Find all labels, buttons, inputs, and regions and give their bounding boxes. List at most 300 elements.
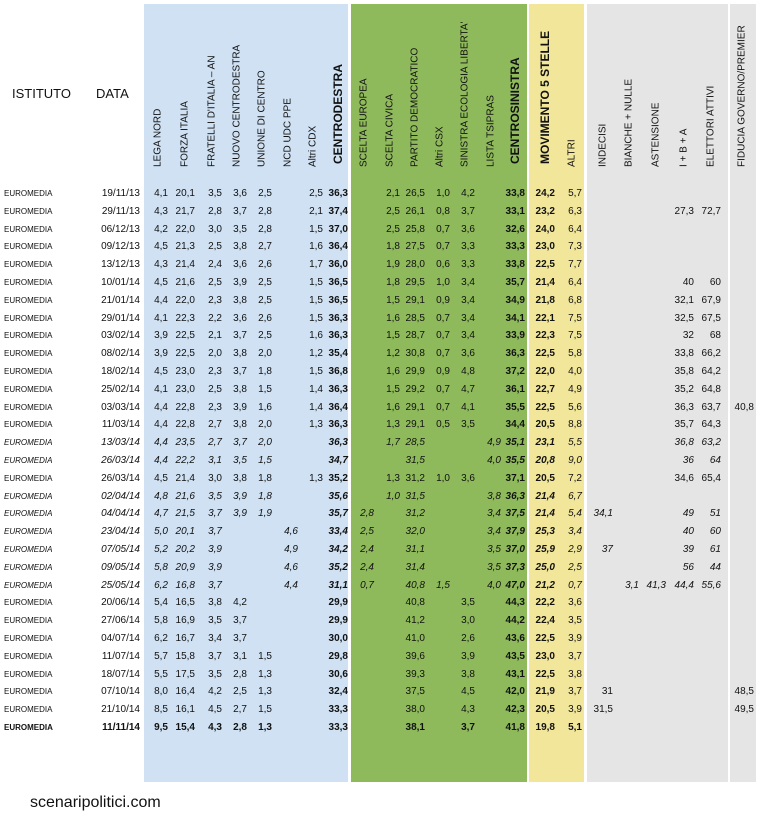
value-cell: 37,1 bbox=[505, 472, 525, 484]
value-cell: 35,6 bbox=[328, 490, 348, 502]
value-cell: 3,4 bbox=[461, 330, 475, 342]
value-cell: 34,9 bbox=[505, 294, 525, 306]
value-cell: 22,2 bbox=[535, 597, 555, 609]
value-cell: 21,6 bbox=[175, 277, 195, 288]
value-cell: 2,5 bbox=[568, 561, 582, 573]
value-cell: 2,5 bbox=[386, 223, 400, 235]
value-cell: 21,9 bbox=[535, 686, 555, 698]
value-cell: 31,5 bbox=[405, 455, 425, 466]
value-cell: 36,8 bbox=[674, 437, 694, 449]
value-cell: 4,6 bbox=[284, 526, 298, 538]
value-cell: 35,5 bbox=[505, 401, 525, 413]
value-cell: 30,6 bbox=[328, 668, 348, 680]
istituto-cell: EUROMEDIA bbox=[4, 616, 53, 626]
value-cell: 5,8 bbox=[154, 615, 168, 627]
column-header bbox=[174, 8, 196, 178]
value-cell: 35,4 bbox=[328, 348, 348, 360]
istituto-cell: EUROMEDIA bbox=[4, 705, 53, 715]
value-cell: 3,7 bbox=[233, 615, 247, 627]
value-cell: 1,6 bbox=[309, 241, 323, 253]
value-cell: 3,5 bbox=[568, 615, 582, 627]
value-cell: 2,8 bbox=[208, 205, 222, 217]
value-cell: 3,7 bbox=[233, 205, 247, 217]
value-cell: 33,8 bbox=[674, 348, 694, 360]
value-cell: 2,4 bbox=[360, 561, 374, 573]
value-cell: 2,0 bbox=[258, 437, 272, 449]
value-cell: 2,5 bbox=[258, 330, 272, 342]
value-cell: 3,1 bbox=[233, 650, 247, 662]
value-cell: 2,8 bbox=[360, 508, 374, 520]
value-cell: 28,0 bbox=[405, 259, 425, 271]
value-cell: 0,7 bbox=[436, 401, 450, 413]
value-cell: 29,9 bbox=[328, 597, 348, 609]
value-cell: 35,5 bbox=[505, 455, 525, 466]
value-cell: 3,4 bbox=[461, 294, 475, 306]
date-cell: 09/05/14 bbox=[101, 561, 140, 573]
istituto-cell: EUROMEDIA bbox=[4, 651, 53, 661]
column-header-label: ALTRI bbox=[566, 139, 578, 167]
value-cell: 4,9 bbox=[487, 437, 501, 449]
value-cell: 3,1 bbox=[625, 579, 639, 591]
value-cell: 33,9 bbox=[505, 330, 525, 342]
value-cell: 31 bbox=[601, 686, 613, 698]
value-cell: 29,8 bbox=[328, 650, 348, 662]
value-cell: 22,5 bbox=[535, 259, 555, 271]
column-header-label: PARTITO DEMOCRATICO bbox=[409, 47, 421, 167]
column-header-label: FIDUCIA GOVERNO/PREMIER bbox=[736, 25, 748, 167]
value-cell: 1,6 bbox=[386, 401, 400, 413]
value-cell: 3,7 bbox=[208, 650, 222, 662]
column-header-label: CENTROSINISTRA bbox=[508, 57, 522, 164]
value-cell: 4,3 bbox=[154, 259, 168, 271]
column-header bbox=[731, 8, 753, 178]
value-cell: 30,0 bbox=[328, 633, 348, 644]
column-header bbox=[645, 8, 667, 178]
value-cell: 0,7 bbox=[436, 312, 450, 324]
value-cell: 20,8 bbox=[535, 455, 555, 466]
value-cell: 51 bbox=[709, 508, 721, 520]
value-cell: 2,3 bbox=[208, 401, 222, 413]
date-cell: 09/12/13 bbox=[101, 241, 140, 253]
value-cell: 1,5 bbox=[309, 277, 323, 288]
value-cell: 37,4 bbox=[328, 205, 348, 217]
value-cell: 1,5 bbox=[258, 383, 272, 395]
istituto-cell: EUROMEDIA bbox=[4, 634, 53, 643]
value-cell: 2,7 bbox=[208, 437, 222, 449]
istituto-cell: EUROMEDIA bbox=[4, 278, 53, 287]
column-header-label: UNIONE DI CENTRO bbox=[256, 70, 268, 167]
value-cell: 0,6 bbox=[436, 259, 450, 271]
value-cell: 16,1 bbox=[175, 704, 195, 716]
value-cell: 32,0 bbox=[405, 526, 425, 538]
value-cell: 3,6 bbox=[568, 597, 582, 609]
date-cell: 29/11/13 bbox=[101, 205, 140, 217]
value-cell: 3,5 bbox=[233, 223, 247, 235]
value-cell: 5,4 bbox=[154, 597, 168, 609]
istituto-header: ISTITUTO bbox=[12, 86, 71, 101]
date-cell: 19/11/13 bbox=[101, 188, 140, 199]
istituto-cell: EUROMEDIA bbox=[4, 473, 53, 483]
value-cell: 4,2 bbox=[233, 597, 247, 609]
value-cell: 64,3 bbox=[701, 419, 721, 431]
value-cell: 3,1 bbox=[208, 455, 222, 466]
value-cell: 23,0 bbox=[175, 366, 195, 377]
value-cell: 1,5 bbox=[309, 366, 323, 377]
value-cell: 3,4 bbox=[461, 277, 475, 288]
value-cell: 3,7 bbox=[568, 686, 582, 698]
value-cell: 4,3 bbox=[461, 704, 475, 716]
value-cell: 5,7 bbox=[154, 650, 168, 662]
value-cell: 31,5 bbox=[405, 490, 425, 502]
value-cell: 36,5 bbox=[328, 294, 348, 306]
istituto-cell: EUROMEDIA bbox=[4, 687, 53, 697]
value-cell: 37,0 bbox=[505, 544, 525, 555]
value-cell: 4,5 bbox=[154, 472, 168, 484]
date-cell: 06/12/13 bbox=[101, 223, 140, 235]
value-cell: 6,8 bbox=[568, 294, 582, 306]
value-cell: 1,7 bbox=[386, 437, 400, 449]
value-cell: 29,1 bbox=[405, 401, 425, 413]
value-cell: 22,1 bbox=[535, 312, 555, 324]
value-cell: 66,2 bbox=[701, 348, 721, 360]
column-header bbox=[454, 8, 476, 178]
value-cell: 4,1 bbox=[154, 312, 168, 324]
date-cell: 11/11/14 bbox=[102, 722, 140, 733]
value-cell: 33,8 bbox=[505, 188, 525, 199]
value-cell: 27,3 bbox=[674, 205, 694, 217]
value-cell: 1,0 bbox=[436, 277, 450, 288]
value-cell: 36,3 bbox=[328, 312, 348, 324]
value-cell: 35,2 bbox=[328, 472, 348, 484]
value-cell: 3,6 bbox=[233, 188, 247, 199]
column-header bbox=[618, 8, 640, 178]
date-cell: 20/06/14 bbox=[101, 597, 140, 609]
column-header bbox=[534, 8, 556, 178]
istituto-cell: EUROMEDIA bbox=[4, 527, 53, 537]
value-cell: 8,0 bbox=[154, 686, 168, 698]
value-cell: 37,0 bbox=[328, 223, 348, 235]
date-cell: 18/07/14 bbox=[101, 668, 140, 680]
column-header bbox=[480, 8, 502, 178]
value-cell: 5,5 bbox=[154, 668, 168, 680]
value-cell: 3,5 bbox=[233, 455, 247, 466]
value-cell: 3,5 bbox=[461, 597, 475, 609]
column-header-label: BIANCHE + NULLE bbox=[623, 78, 635, 167]
value-cell: 2,6 bbox=[461, 633, 475, 644]
value-cell: 36,4 bbox=[328, 241, 348, 253]
value-cell: 8,5 bbox=[154, 704, 168, 716]
date-cell: 26/03/14 bbox=[101, 472, 140, 484]
value-cell: 35,2 bbox=[328, 561, 348, 573]
value-cell: 3,7 bbox=[233, 330, 247, 342]
value-cell: 21,4 bbox=[535, 277, 555, 288]
value-cell: 35,8 bbox=[674, 366, 694, 377]
value-cell: 3,4 bbox=[461, 312, 475, 324]
value-cell: 3,9 bbox=[208, 544, 222, 555]
date-cell: 11/07/14 bbox=[101, 650, 140, 662]
value-cell: 3,6 bbox=[461, 223, 475, 235]
value-cell: 3,0 bbox=[208, 472, 222, 484]
value-cell: 6,3 bbox=[568, 205, 582, 217]
value-cell: 41,2 bbox=[405, 615, 425, 627]
value-cell: 31,4 bbox=[405, 561, 425, 573]
value-cell: 35,7 bbox=[505, 277, 525, 288]
value-cell: 32,5 bbox=[674, 312, 694, 324]
value-cell: 47,0 bbox=[505, 579, 525, 591]
value-cell: 40,8 bbox=[405, 579, 425, 591]
column-header-label: ASTENSIONE bbox=[650, 102, 662, 167]
date-cell: 04/07/14 bbox=[101, 633, 140, 644]
value-cell: 3,4 bbox=[487, 508, 501, 520]
istituto-cell: EUROMEDIA bbox=[4, 313, 53, 323]
value-cell: 41,3 bbox=[646, 579, 666, 591]
value-cell: 3,7 bbox=[208, 579, 222, 591]
value-cell: 1,3 bbox=[258, 668, 272, 680]
value-cell: 2,5 bbox=[233, 686, 247, 698]
column-header-label: NCD UDC PPE bbox=[282, 98, 294, 167]
value-cell: 2,5 bbox=[258, 188, 272, 199]
value-cell: 1,5 bbox=[386, 330, 400, 342]
value-cell: 2,6 bbox=[258, 312, 272, 324]
value-cell: 1,4 bbox=[309, 383, 323, 395]
value-cell: 1,5 bbox=[309, 312, 323, 324]
value-cell: 1,5 bbox=[258, 455, 272, 466]
value-cell: 2,7 bbox=[208, 419, 222, 431]
value-cell: 31,2 bbox=[405, 472, 425, 484]
value-cell: 4,1 bbox=[461, 401, 475, 413]
value-cell: 64,8 bbox=[701, 383, 721, 395]
value-cell: 3,5 bbox=[208, 668, 222, 680]
value-cell: 20,5 bbox=[535, 704, 555, 716]
column-header bbox=[302, 8, 324, 178]
value-cell: 3,5 bbox=[487, 544, 501, 555]
value-cell: 1,0 bbox=[436, 472, 450, 484]
value-cell: 49 bbox=[682, 508, 694, 520]
value-cell: 36,3 bbox=[328, 437, 348, 449]
data-header: DATA bbox=[96, 86, 129, 101]
value-cell: 2,4 bbox=[208, 259, 222, 271]
value-cell: 20,5 bbox=[535, 419, 555, 431]
value-cell: 4,4 bbox=[154, 419, 168, 431]
value-cell: 34,2 bbox=[328, 544, 348, 555]
column-header bbox=[201, 8, 223, 178]
value-cell: 29,9 bbox=[405, 366, 425, 377]
value-cell: 22,5 bbox=[535, 633, 555, 644]
value-cell: 34,4 bbox=[505, 419, 525, 431]
value-cell: 25,9 bbox=[535, 544, 555, 555]
value-cell: 35,2 bbox=[674, 383, 694, 395]
value-cell: 61 bbox=[709, 544, 721, 555]
value-cell: 0,7 bbox=[360, 579, 374, 591]
value-cell: 23,0 bbox=[535, 241, 555, 253]
value-cell: 21,8 bbox=[535, 294, 555, 306]
value-cell: 3,7 bbox=[461, 205, 475, 217]
value-cell: 3,7 bbox=[233, 437, 247, 449]
value-cell: 3,9 bbox=[208, 561, 222, 573]
value-cell: 34,6 bbox=[674, 472, 694, 484]
istituto-cell: EUROMEDIA bbox=[4, 509, 53, 519]
value-cell: 2,9 bbox=[568, 544, 582, 555]
value-cell: 1,8 bbox=[258, 472, 272, 484]
istituto-cell: EUROMEDIA bbox=[4, 598, 53, 608]
value-cell: 22,7 bbox=[535, 383, 555, 395]
value-cell: 22,3 bbox=[175, 312, 195, 324]
value-cell: 2,5 bbox=[360, 526, 374, 538]
value-cell: 4,4 bbox=[284, 579, 298, 591]
value-cell: 3,8 bbox=[233, 241, 247, 253]
value-cell: 0,7 bbox=[436, 223, 450, 235]
column-header-label: Altri CDX bbox=[307, 125, 319, 167]
value-cell: 4,7 bbox=[154, 508, 168, 520]
date-cell: 13/03/14 bbox=[101, 437, 140, 449]
date-cell: 10/01/14 bbox=[101, 277, 140, 288]
value-cell: 29,9 bbox=[328, 615, 348, 627]
value-cell: 1,9 bbox=[258, 508, 272, 520]
column-header bbox=[404, 8, 426, 178]
value-cell: 4,7 bbox=[461, 383, 475, 395]
value-cell: 25,8 bbox=[405, 223, 425, 235]
value-cell: 21,4 bbox=[535, 508, 555, 520]
value-cell: 3,9 bbox=[233, 401, 247, 413]
column-header-label: CENTRODESTRA bbox=[331, 63, 345, 164]
istituto-cell: EUROMEDIA bbox=[4, 580, 53, 590]
value-cell: 4,1 bbox=[154, 383, 168, 395]
value-cell: 1,6 bbox=[386, 312, 400, 324]
value-cell: 38,0 bbox=[405, 704, 425, 716]
value-cell: 0,8 bbox=[436, 205, 450, 217]
value-cell: 4,9 bbox=[568, 383, 582, 395]
value-cell: 1,0 bbox=[386, 490, 400, 502]
value-cell: 41,0 bbox=[405, 633, 425, 644]
value-cell: 4,5 bbox=[154, 241, 168, 253]
date-cell: 07/05/14 bbox=[101, 544, 140, 555]
value-cell: 37,3 bbox=[505, 561, 525, 573]
value-cell: 36,3 bbox=[328, 330, 348, 342]
istituto-cell: EUROMEDIA bbox=[4, 242, 53, 252]
value-cell: 1,5 bbox=[258, 704, 272, 716]
date-cell: 04/04/14 bbox=[101, 508, 140, 520]
value-cell: 3,7 bbox=[568, 650, 582, 662]
value-cell: 33,1 bbox=[505, 205, 525, 217]
value-cell: 1,5 bbox=[386, 383, 400, 395]
value-cell: 22,2 bbox=[175, 455, 195, 466]
value-cell: 3,6 bbox=[461, 348, 475, 360]
value-cell: 4,2 bbox=[154, 223, 168, 235]
value-cell: 5,1 bbox=[568, 722, 582, 733]
value-cell: 1,5 bbox=[258, 650, 272, 662]
value-cell: 3,4 bbox=[487, 526, 501, 538]
value-cell: 0,5 bbox=[436, 419, 450, 431]
value-cell: 34,1 bbox=[593, 508, 613, 520]
value-cell: 1,6 bbox=[309, 330, 323, 342]
column-header bbox=[504, 8, 526, 178]
value-cell: 6,2 bbox=[154, 579, 168, 591]
value-cell: 1,9 bbox=[386, 259, 400, 271]
value-cell: 3,0 bbox=[208, 223, 222, 235]
value-cell: 29,2 bbox=[405, 383, 425, 395]
value-cell: 2,1 bbox=[386, 188, 400, 199]
value-cell: 3,4 bbox=[568, 526, 582, 538]
istituto-cell: EUROMEDIA bbox=[4, 224, 53, 234]
value-cell: 16,4 bbox=[175, 686, 195, 698]
value-cell: 5,2 bbox=[154, 544, 168, 555]
value-cell: 2,5 bbox=[208, 277, 222, 288]
value-cell: 0,9 bbox=[436, 294, 450, 306]
value-cell: 21,7 bbox=[175, 205, 195, 217]
value-cell: 68 bbox=[709, 330, 721, 342]
value-cell: 28,5 bbox=[405, 312, 425, 324]
value-cell: 1,3 bbox=[258, 722, 272, 733]
value-cell: 2,5 bbox=[258, 294, 272, 306]
value-cell: 32 bbox=[682, 330, 694, 342]
value-cell: 4,2 bbox=[461, 188, 475, 199]
value-cell: 3,9 bbox=[568, 633, 582, 644]
value-cell: 2,8 bbox=[233, 668, 247, 680]
value-cell: 22,5 bbox=[535, 348, 555, 360]
value-cell: 64,2 bbox=[701, 366, 721, 377]
value-cell: 1,8 bbox=[258, 490, 272, 502]
date-cell: 29/01/14 bbox=[101, 312, 140, 324]
istituto-cell: EUROMEDIA bbox=[4, 723, 53, 732]
value-cell: 2,2 bbox=[208, 312, 222, 324]
value-cell: 3,5 bbox=[487, 561, 501, 573]
value-cell: 4,4 bbox=[154, 294, 168, 306]
value-cell: 36,0 bbox=[328, 259, 348, 271]
value-cell: 3,9 bbox=[154, 348, 168, 360]
column-header bbox=[561, 8, 583, 178]
value-cell: 3,9 bbox=[461, 650, 475, 662]
value-cell: 36,3 bbox=[328, 419, 348, 431]
value-cell: 40,8 bbox=[405, 597, 425, 609]
value-cell: 3,9 bbox=[233, 277, 247, 288]
value-cell: 5,6 bbox=[568, 401, 582, 413]
value-cell: 22,4 bbox=[535, 615, 555, 627]
value-cell: 35,7 bbox=[674, 419, 694, 431]
value-cell: 63,7 bbox=[701, 401, 721, 413]
column-header-label: FRATELLI D'ITALIA – AN bbox=[206, 55, 218, 167]
value-cell: 3,5 bbox=[208, 490, 222, 502]
value-cell: 4,6 bbox=[284, 561, 298, 573]
value-cell: 21,4 bbox=[535, 490, 555, 502]
value-cell: 2,7 bbox=[258, 241, 272, 253]
value-cell: 3,3 bbox=[461, 259, 475, 271]
value-cell: 4,5 bbox=[154, 277, 168, 288]
value-cell: 38,1 bbox=[405, 722, 425, 733]
value-cell: 21,4 bbox=[175, 472, 195, 484]
value-cell: 37,5 bbox=[405, 686, 425, 698]
value-cell: 1,6 bbox=[386, 366, 400, 377]
value-cell: 28,5 bbox=[405, 437, 425, 449]
value-cell: 3,4 bbox=[208, 633, 222, 644]
value-cell: 3,3 bbox=[461, 241, 475, 253]
value-cell: 22,5 bbox=[175, 330, 195, 342]
value-cell: 3,8 bbox=[233, 348, 247, 360]
value-cell: 16,7 bbox=[175, 633, 195, 644]
value-cell: 4,0 bbox=[487, 455, 501, 466]
value-cell: 34,7 bbox=[328, 455, 348, 466]
value-cell: 5,0 bbox=[154, 526, 168, 538]
value-cell: 1,2 bbox=[386, 348, 400, 360]
value-cell: 9,0 bbox=[568, 455, 582, 466]
value-cell: 67,5 bbox=[701, 312, 721, 324]
istituto-cell: EUROMEDIA bbox=[4, 402, 53, 412]
value-cell: 2,4 bbox=[360, 544, 374, 555]
value-cell: 22,0 bbox=[535, 366, 555, 377]
value-cell: 8,8 bbox=[568, 419, 582, 431]
value-cell: 31,1 bbox=[405, 544, 425, 555]
value-cell: 7,7 bbox=[568, 259, 582, 271]
value-cell: 6,4 bbox=[568, 223, 582, 235]
